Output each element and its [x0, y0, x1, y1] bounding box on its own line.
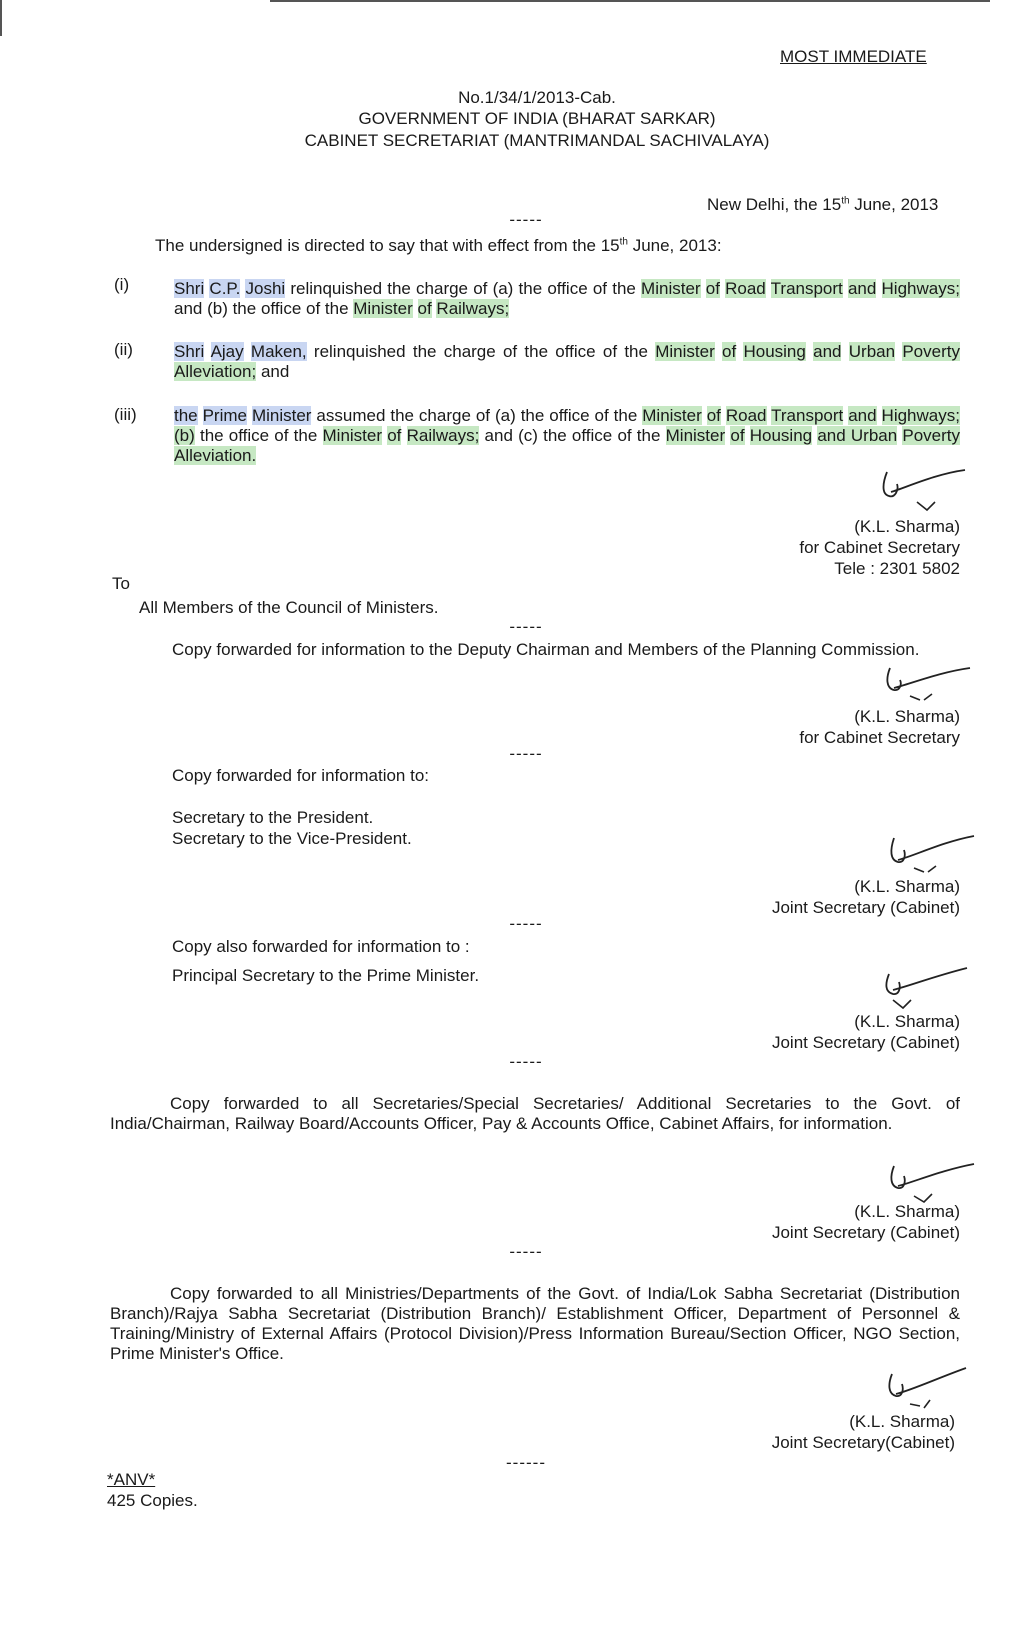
hl-of: of	[722, 342, 737, 361]
separator: -----	[509, 914, 543, 933]
hl-railways: Railways;	[436, 299, 510, 318]
text-run: and	[256, 362, 290, 381]
hl-shri: Shri	[174, 279, 205, 298]
hl-and: and	[847, 279, 877, 298]
item-number: (i)	[114, 275, 130, 294]
copy-1-paragraph: Copy forwarded for information to the Deputy Chairman and Members of the Planning Commission.	[172, 640, 920, 659]
hl-road: Road	[725, 406, 767, 425]
hl-shri: Shri	[174, 342, 205, 361]
hl-cp: C.P.	[209, 279, 241, 298]
separator: -----	[509, 617, 543, 636]
hl-and: and	[813, 342, 842, 361]
intro-line	[155, 236, 722, 256]
hl-transport: Transport	[771, 406, 844, 425]
hl-minister: Minister	[353, 299, 413, 318]
signature-mark	[875, 462, 975, 522]
hl-the: the	[174, 406, 198, 425]
separator: -----	[509, 1242, 543, 1261]
hl-highways-b: Highways; (b)	[174, 406, 960, 445]
dept-name: CABINET SECRETARIAT (MANTRIMANDAL SACHIVALAYA)	[304, 131, 770, 150]
copy-4-paragraph: Copy forwarded to all Secretaries/Special Secretaries/ Additional Secretaries to the Govt. of India/Chairman, Railway Board/Accounts Officer, Pay & Accounts Office, Cabinet Affairs, for information.	[110, 1094, 960, 1133]
item-ii-text	[174, 342, 960, 382]
text-run: the office of the	[194, 426, 323, 445]
reference-mark: *ANV*	[107, 1470, 156, 1489]
hl-urban: Urban	[848, 342, 896, 361]
separator: ------	[506, 1453, 546, 1472]
signature-mark	[880, 662, 980, 712]
text-run: and (c) the office of the	[479, 426, 666, 445]
separator: -----	[509, 744, 543, 763]
intro-prefix: The undersigned is directed to say that with effect from the 15	[155, 236, 620, 255]
hl-housing: Housing	[749, 426, 813, 445]
copy-5-paragraph: Copy forwarded to all Ministries/Departments of the Govt. of India/Lok Sabha Secretariat (Distribution Branch)/Rajya Sabha Secretariat (Distribution Branch)/ Establishment Officer, Department of Personnel & Training/Ministry of External Affairs (Protocol Division)/Press Information Bureau/Section Officer, NGO Section, Prime Minister's Office.	[110, 1284, 960, 1363]
signatory-name: (K.L. Sharma)	[854, 517, 960, 536]
date-line	[707, 195, 938, 215]
hl-ajay: Ajay	[210, 342, 244, 361]
hl-maken: Maken,	[250, 342, 307, 361]
date-prefix: New Delhi, the 15	[707, 195, 842, 214]
text-run: assumed the charge of (a) the office of the	[311, 406, 643, 425]
signatory-title: Joint Secretary (Cabinet)	[771, 898, 960, 917]
hl-poverty: Poverty	[902, 342, 960, 361]
text-run: relinquished the charge of the office of the	[306, 342, 656, 361]
signatory-name: (K.L. Sharma)	[854, 1202, 960, 1221]
separator: -----	[509, 210, 543, 229]
hl-minister: Minister	[641, 279, 701, 298]
item-number: (iii)	[114, 405, 137, 424]
intro-sup: th	[619, 236, 628, 248]
hl-alleviation: Alleviation;	[174, 362, 257, 381]
hl-pm-minister: Minister	[251, 406, 312, 425]
copy-5-text	[110, 1284, 960, 1364]
copies-count: 425 Copies.	[107, 1491, 198, 1510]
date-sup: th	[841, 195, 850, 207]
hl-of: of	[417, 299, 432, 318]
hl-minister: Minister	[665, 426, 726, 445]
copy-1-text	[112, 640, 960, 660]
item-i-text	[174, 279, 960, 319]
copy-2-text: Copy forwarded for information to:	[172, 766, 430, 785]
signatory-title: Joint Secretary (Cabinet)	[771, 1223, 960, 1242]
hl-minister: Minister	[655, 342, 715, 361]
to-recipients: All Members of the Council of Ministers.	[139, 598, 439, 617]
hl-poverty: Poverty	[902, 426, 961, 445]
separator: -----	[509, 1052, 543, 1071]
scan-border-top	[270, 0, 990, 2]
copy-3-recipient: Principal Secretary to the Prime Minister.	[172, 966, 480, 985]
text-run: and (b) the office of the	[174, 299, 354, 318]
signature-mark	[878, 1364, 978, 1419]
item-iii-text	[174, 406, 960, 466]
to-label: To	[112, 574, 130, 593]
hl-highways: Highways;	[881, 279, 960, 298]
copy-3-text: Copy also forwarded for information to :	[172, 937, 470, 956]
hl-of: of	[730, 426, 745, 445]
signatory-tele: Tele : 2301 5802	[834, 559, 960, 578]
scan-border-left	[0, 0, 2, 36]
hl-of: of	[706, 406, 721, 425]
hl-housing: Housing	[743, 342, 806, 361]
signatory-title: Joint Secretary (Cabinet)	[771, 1033, 960, 1052]
item-number: (ii)	[114, 340, 133, 359]
signature-mark	[875, 960, 975, 1015]
hl-and: and	[848, 406, 877, 425]
hl-transport: Transport	[770, 279, 843, 298]
copy-4-text	[110, 1094, 960, 1134]
copy-2-recipient: Secretary to the Vice-President.	[172, 829, 412, 848]
signature-mark	[880, 828, 980, 883]
hl-of: of	[705, 279, 720, 298]
hl-of: of	[387, 426, 402, 445]
text-run: relinquished the charge of (a) the office of the	[285, 279, 642, 298]
signatory-title: Joint Secretary(Cabinet)	[771, 1433, 955, 1452]
hl-road: Road	[725, 279, 766, 298]
priority-label: MOST IMMEDIATE	[780, 47, 927, 66]
signatory-name: (K.L. Sharma)	[849, 1412, 955, 1431]
hl-minister: Minister	[642, 406, 702, 425]
signatory-name: (K.L. Sharma)	[854, 877, 960, 896]
copy-2-recipient: Secretary to the President.	[172, 808, 374, 827]
signatory-name: (K.L. Sharma)	[854, 707, 960, 726]
hl-prime: Prime	[202, 406, 247, 425]
date-suffix: June, 2013	[849, 195, 939, 214]
hl-joshi: Joshi	[245, 279, 286, 298]
signatory-title: for Cabinet Secretary	[799, 728, 960, 747]
hl-minister: Minister	[322, 426, 383, 445]
hl-railways: Railways;	[406, 426, 480, 445]
file-number: No.1/34/1/2013-Cab.	[458, 88, 616, 107]
signatory-title: for Cabinet Secretary	[799, 538, 960, 557]
hl-alleviation: Alleviation.	[174, 446, 257, 465]
signatory-name: (K.L. Sharma)	[854, 1012, 960, 1031]
govt-name: GOVERNMENT OF INDIA (BHARAT SARKAR)	[358, 109, 716, 128]
intro-suffix: June, 2013:	[627, 236, 722, 255]
hl-and-urban: and Urban	[817, 426, 898, 445]
